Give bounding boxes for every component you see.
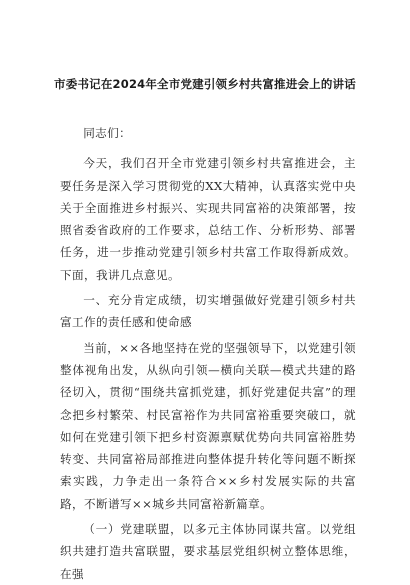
document-body xyxy=(60,122,356,585)
subsection-paragraph: （一）党建联盟，以多元主体协同谋共富。以党组织共建打造共富联盟，要求基层党组织树立整体思维，在强 xyxy=(60,522,356,581)
section-heading: 一、充分肯定成绩，切实增强做好党建引领乡村共富工作的责任感和使命感 xyxy=(60,293,356,330)
salutation: 同志们： xyxy=(83,126,132,140)
body-paragraph: 当前，××各地坚持在党的坚强领导下，以党建引领整体视角出发，从纵向引领—横向关联—模式共建的路径切入，贯彻“围绕共富抓党建，抓好党建促共富”的理念把乡村繁荣、村民富裕作为共同富裕重要突破口，就如何在党建引领下把乡村资源禀赋优势向共同富裕胜势转变、共同富裕局部推进向整体提升转化等问题不断探索实践，力争走出一条符合××乡村发展实际的共富路，不断谱写××城乡共同富裕新篇章。 xyxy=(60,340,356,511)
document-title: 市委书记在2024年全市党建引领乡村共富推进会上的讲话 xyxy=(54,77,356,91)
opening-paragraph: 今天，我们召开全市党建引领乡村共富推进会，主要任务是深入学习贯彻党的XX大精神，认真落实党中央关于全面推进乡村振兴、实现共同富裕的决策部署，按照省委省政府的工作要求，总结工作、分析形势、部署任务，进一步推动党建引领乡村共富工作取得新成效。下面，我讲几点意见。 xyxy=(60,156,356,282)
